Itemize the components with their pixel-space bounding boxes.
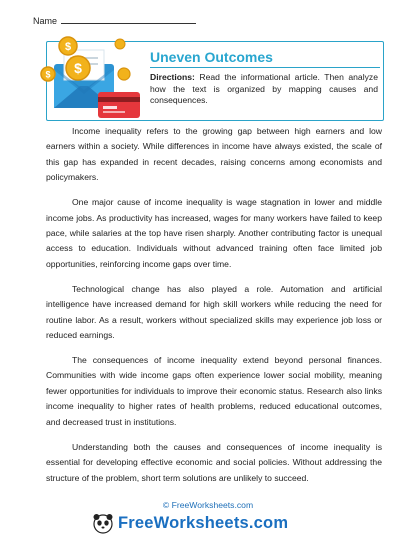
logo-text: FreeWorksheets.com (118, 513, 289, 532)
name-line[interactable] (61, 14, 196, 24)
title-divider (150, 67, 380, 68)
article-paragraph: The consequences of income inequality extend beyond personal finances. Communities with wide income gaps often experience lower social mobility, meaning fewer opportunities for individuals to improve their economic status. Research also links income inequality to higher rates of health problems, reduced educational outcomes, and decreased trust in institutions. (46, 355, 382, 427)
article-body (46, 124, 382, 496)
svg-text:$: $ (74, 60, 82, 76)
name-field[interactable] (33, 14, 196, 26)
article-paragraph: Technological change has also played a role. Automation and artificial intelligence have increased demand for high skill workers while reducing the need for routine labor. As a result, workers without specialized skills may experience job loss or reduced earnings. (46, 283, 382, 341)
article-paragraph: Understanding both the causes and consequences of income inequality is essential for developing effective economic and social policies. Without addressing the structure of the problem, short term solutions are unlikely to succeed. (46, 441, 382, 483)
worksheet-title: Uneven Outcomes (150, 49, 273, 65)
footer-url[interactable]: © FreeWorksheets.com (162, 500, 254, 510)
name-label: Name (33, 16, 58, 26)
money-illustration (40, 34, 152, 120)
directions-text: Read the informational article. Then analyze how the text is organized by mapping causes and consequences. (150, 72, 378, 106)
credit-card-icon (98, 92, 140, 118)
article-paragraph: Income inequality refers to the growing gap between high earners and low earners within a society. While differences in income have always existed, the scale of this gap has expanded in recent decades, raising concerns among economists and policymakers. (46, 126, 382, 183)
panda-icon (92, 512, 114, 534)
article-paragraph: One major cause of income inequality is wage stagnation in lower and middle income jobs. As productivity has increased, wages for many workers have failed to keep pace, while salaries at the top have risen sharply. Another contributing factor is unequal access to education. Individuals without advanced training often face limited job opportunities, reinforcing income gaps over time. (46, 197, 382, 269)
site-logo (92, 512, 288, 534)
svg-text:$: $ (64, 41, 72, 53)
coin-icon (41, 37, 130, 81)
directions (150, 72, 378, 107)
svg-text:$: $ (45, 69, 51, 80)
directions-label: Directions: (150, 72, 195, 82)
